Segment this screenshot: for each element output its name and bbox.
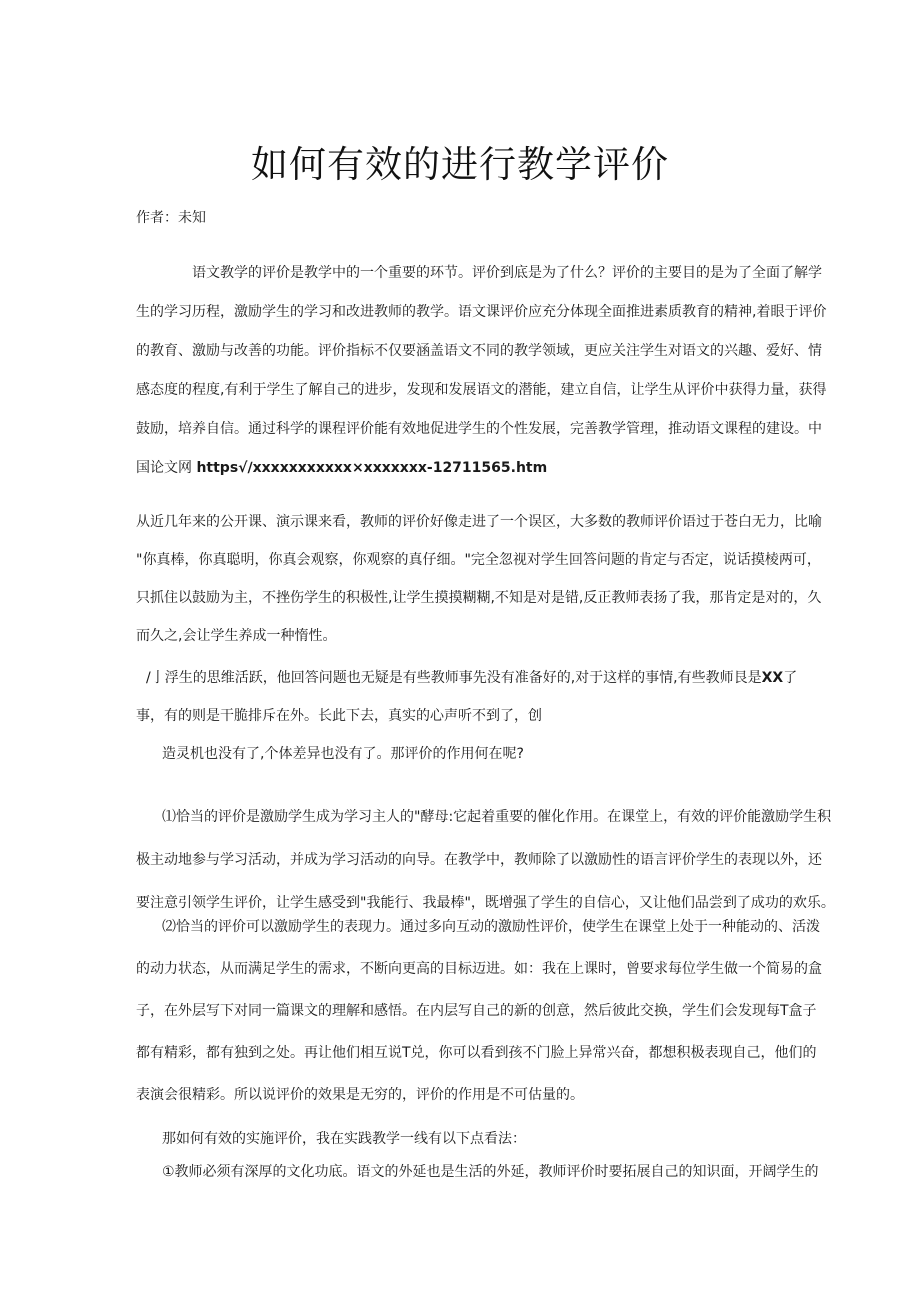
- source-prefix: 国论文网: [136, 460, 197, 476]
- paragraph-line: 鼓励，培养自信。通过科学的课程评价能有效地促进学生的个性发展，完善教学管理，推动语文课程的建设。中: [136, 421, 822, 437]
- paragraph-line: "你真棒，你真聪明，你真会观察，你观察的真仔细。"完全忽视对学生回答问题的肯定与否定，说话摸棱两可，: [136, 552, 821, 568]
- document-title: 如何有效的进行教学评价: [251, 143, 669, 186]
- paragraph-line: 的动力状态，从而满足学生的需求，不断向更高的目标迈进。如：我在上课时，曾要求每位学生做一个简易的盒: [136, 961, 822, 977]
- paragraph-line: 都有精彩，都有独到之处。再让他们相互说T兑，你可以看到孩不门脸上异常兴奋，都想积极表现自己，他们的: [136, 1045, 817, 1061]
- paragraph-line: ①教师必须有深厚的文化功底。语文的外延也是生活的外延，教师评价时要拓展自己的知识面，开阔学生的: [162, 1164, 819, 1180]
- paragraph-line: 表演会很精彩。所以说评价的效果是无穷的，评价的作用是不可估量的。: [136, 1087, 584, 1103]
- paragraph-line: 子，在外层写下对同一篇课文的理解和感悟。在内层写自己的新的创意，然后彼此交换，学生们会发现每T盒子: [136, 1003, 817, 1019]
- paragraph-line: [136, 449, 796, 488]
- text-run: 了: [783, 670, 798, 686]
- placeholder-xx: XX: [761, 670, 784, 686]
- paragraph-6: [136, 1123, 819, 1189]
- paragraph-line: 语文教学的评价是教学中的一个重要的环节。评价到底是为了什么？评价的主要目的是为了全面了解学: [192, 265, 822, 281]
- paragraph-line: 只抓住以鼓励为主，不挫伤学生的积极性,让学生摸摸糊糊,不知是对是错,反正教师表扬了我，那肯定是对的，久: [136, 590, 822, 606]
- paragraph-line: 感态度的程度,有利于学生了解自己的进步，发现和发展语文的潜能，建立自信，让学生从评价中获得力量，获得: [136, 382, 827, 398]
- paragraph-line: 而久之,会让学生养成一种惰性。: [136, 628, 337, 644]
- paragraph-line: [136, 659, 796, 697]
- paragraph-line: 生的学习历程，激励学生的学习和改进教师的教学。语文课评价应充分体现全面推进素质教育的精神,着眼于评价: [136, 304, 827, 320]
- paragraph-1: [136, 254, 827, 488]
- paragraph-line: ⑴恰当的评价是激励学生成为学习主人的"酵母:它起着重要的催化作用。在课堂上，有效的评价能激励学生积: [162, 809, 832, 825]
- paragraph-line: 要注意引领学生评价，让学生感受到"我能行、我最棒"，既增强了学生的自信心，又让他们品尝到了成功的欢乐。: [136, 895, 835, 911]
- paragraph-line: 事，有的则是干脆排斥在外。长此下去，真实的心声听不到了，创: [136, 708, 542, 724]
- paragraph-line: 那如何有效的实施评价，我在实践教学一线有以下点看法：: [162, 1131, 526, 1147]
- paragraph-line: 造灵机也没有了,个体差异也没有了。那评价的作用何在呢?: [162, 746, 524, 762]
- paragraph-line: 的教育、激励与改善的功能。评价指标不仅要涵盖语文不同的教学领域，更应关注学生对语文的兴趣、爱好、情: [136, 343, 822, 359]
- paragraph-5: [136, 906, 822, 1116]
- paragraph-line: 从近几年来的公开课、演示课来看，教师的评价好像走进了一个误区，大多数的教师评价语过于苍白无力，比喻: [136, 514, 822, 530]
- paragraph-3: [136, 659, 796, 773]
- paragraph-2: [136, 503, 822, 655]
- text-run: /亅浮生的思维活跃，他回答问题也无疑是有些教师事先没有准备好的,对于这样的事情,有些教师艮是: [146, 670, 762, 686]
- author-line: 作者：未知: [136, 210, 206, 226]
- paragraph-line: 极主动地参与学习活动，并成为学习活动的向导。在教学中，教师除了以激励性的语言评价学生的表现以外，还: [136, 852, 822, 868]
- source-url: https√∕xxxxxxxxxxx×xxxxxxx-12711565.htm: [196, 460, 548, 476]
- paragraph-line: ⑵恰当的评价可以激励学生的表现力。通过多向互动的激励性评价，使学生在课堂上处于一种能动的、活泼: [162, 919, 820, 935]
